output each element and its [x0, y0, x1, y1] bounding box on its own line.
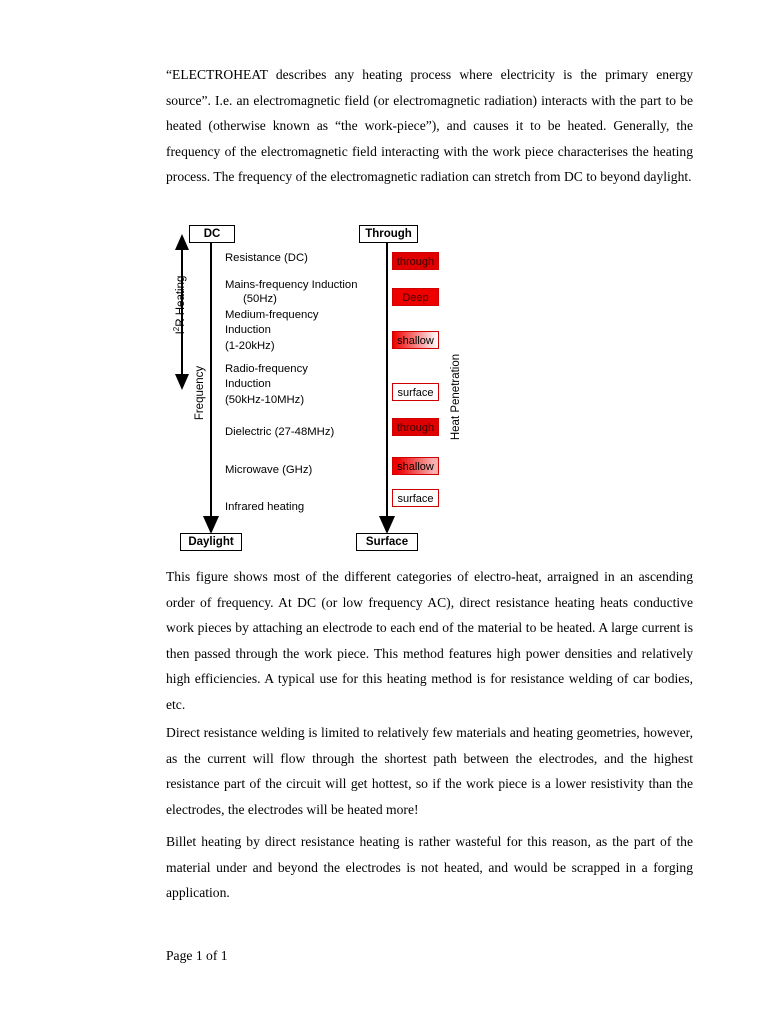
category-radio-induction-2: Induction [225, 378, 271, 390]
category-resistance: Resistance (DC) [225, 252, 308, 264]
category-dielectric: Dielectric (27-48MHz) [225, 426, 335, 438]
page-footer: Page 1 of 1 [166, 948, 228, 963]
category-medium-induction: Medium-frequency [225, 309, 319, 321]
through-label-box: Through [359, 225, 418, 243]
billet-heating-paragraph: Billet heating by direct resistance heating is rather wasteful for this reason, as the part of the material under and beyond the electrodes is not heated, and would be scrapped in a forging application. [166, 834, 693, 901]
category-medium-induction-2: Induction [225, 324, 271, 336]
penetration-through-1: through [392, 252, 439, 270]
penetration-arrow-head [379, 516, 395, 534]
category-medium-induction-freq: (1-20kHz) [225, 340, 275, 352]
category-infrared: Infrared heating [225, 501, 305, 513]
penetration-deep: Deep [392, 288, 439, 306]
heat-penetration-label: Heat Penetration [450, 353, 462, 441]
figure-description-paragraph: This figure shows most of the different categories of electro-heat, arraigned in an ascending order of frequency. At DC (or low frequency AC), direct resistance heating heats conductive work pieces by attaching an electrode to each end of the material to be heated. A large current is then passed through the work piece. This method features high power densities and relatively high efficiencies. A typical use for this heating method is for resistance welding of car bodies, etc. [166, 569, 693, 712]
dc-label-box: DC [189, 225, 235, 243]
i2r-arrow-up-head [175, 234, 189, 250]
category-mains-induction: Mains-frequency Induction [225, 279, 358, 291]
frequency-axis-label: Frequency [194, 365, 206, 421]
category-radio-induction: Radio-frequency [225, 363, 308, 375]
electroheat-diagram [160, 222, 460, 557]
frequency-arrow-head [203, 516, 219, 534]
intro-paragraph: “ELECTROHEAT describes any heating process where electricity is the primary energy source”. I.e. an electromagnetic field (or electromagnetic radiation) interacts with the part to be heated (otherwise known as “the work-piece”), and causes it to be heated. Generally, the frequency of the electromagnetic field interacting with the work piece characterises the heating process. The frequency of the electromagnetic radiation can stretch from DC to beyond daylight. [166, 67, 693, 185]
penetration-surface-1: surface [392, 383, 439, 401]
penetration-shallow-2: shallow [392, 457, 439, 475]
category-radio-induction-freq: (50kHz-10MHz) [225, 394, 305, 406]
penetration-surface-2: surface [392, 489, 439, 507]
category-mains-induction-freq: (50Hz) [243, 293, 277, 305]
penetration-through-2: through [392, 418, 439, 436]
i2r-arrow-down-head [175, 374, 189, 390]
daylight-label-box: Daylight [180, 533, 242, 551]
direct-resistance-paragraph: Direct resistance welding is limited to relatively few materials and heating geometries, however, as the current will flow through the shortest path between the electrodes, and the highest resistance part of the circuit will get hottest, so if the work piece is a lower resistivity than the electrodes, the electrodes will be heated more! [166, 725, 693, 817]
penetration-shallow-1: shallow [392, 331, 439, 349]
category-microwave: Microwave (GHz) [225, 464, 313, 476]
i2r-heating-label: $I^2R$ Heating [172, 275, 187, 335]
surface-label-box: Surface [356, 533, 418, 551]
